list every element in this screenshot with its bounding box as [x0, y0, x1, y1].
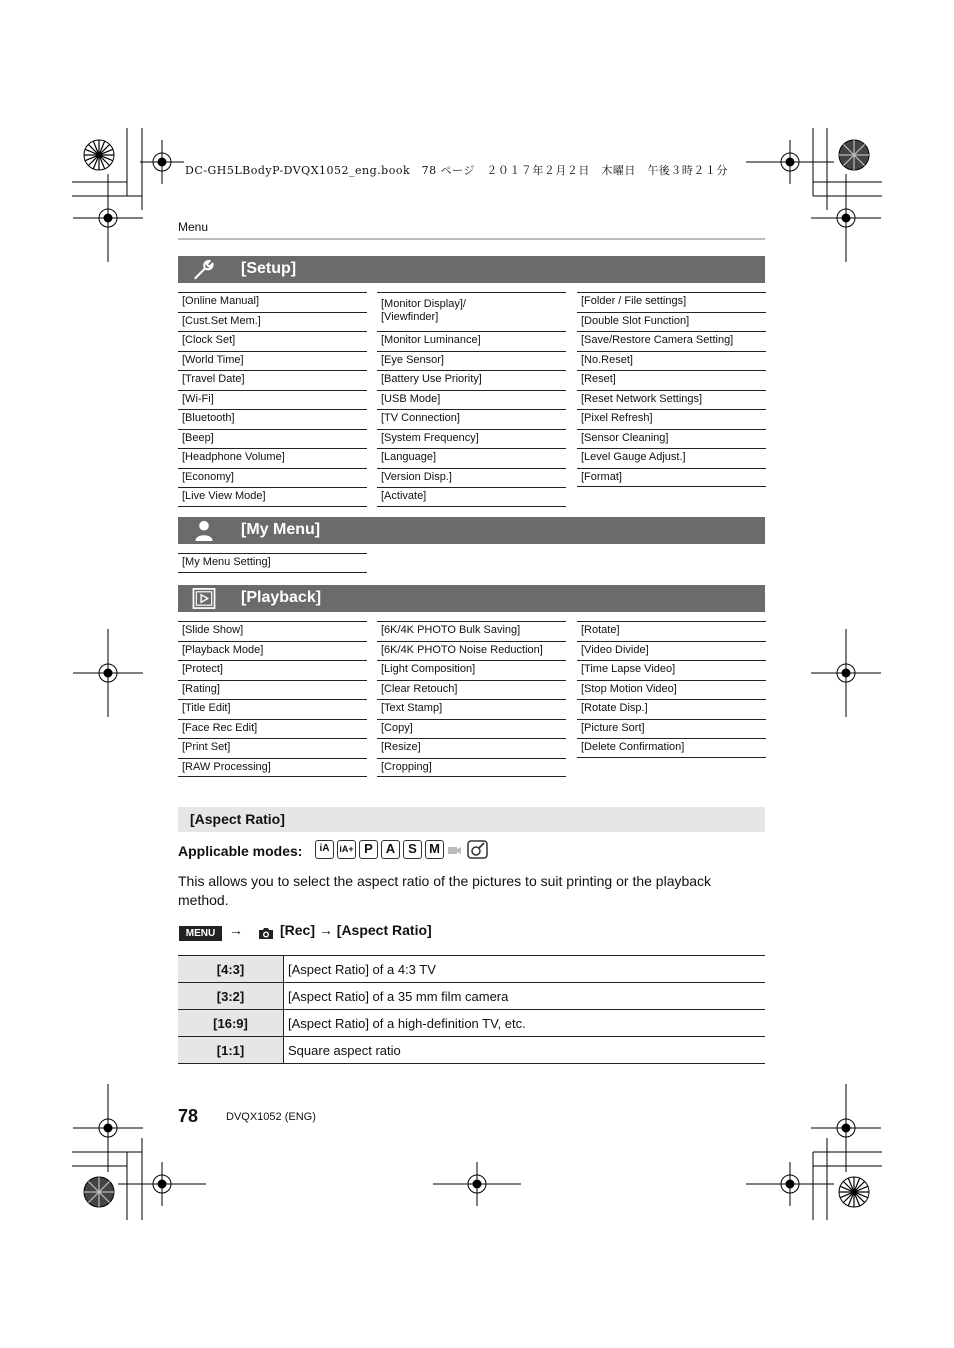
menu-item: [Copy]: [377, 719, 566, 739]
option-description: [Aspect Ratio] of a 35 mm film camera: [284, 983, 766, 1010]
menu-item: [USB Mode]: [377, 390, 566, 410]
menu-item: [Reset Network Settings]: [577, 390, 766, 410]
menu-item: [Title Edit]: [178, 699, 367, 719]
menu-item: [Cust.Set Mem.]: [178, 312, 367, 332]
option-description: [Aspect Ratio] of a 4:3 TV: [284, 956, 766, 983]
mode-a-icon: A: [381, 840, 400, 859]
menu-item: [Cropping]: [377, 758, 566, 778]
menu-item: [Online Manual]: [178, 292, 367, 312]
menu-item: [Folder / File settings]: [577, 292, 766, 312]
menu-item: [Pixel Refresh]: [577, 409, 766, 429]
camera-icon: [258, 927, 274, 940]
menu-item: [Wi-Fi]: [178, 390, 367, 410]
creative-control-mode-icon: [467, 840, 488, 859]
table-row: [178, 983, 765, 1010]
option-description: [Aspect Ratio] of a high-definition TV, etc.: [284, 1010, 766, 1037]
menu-item: [Live View Mode]: [178, 487, 367, 507]
playback-icon: [192, 587, 216, 610]
menu-item: [Clear Retouch]: [377, 680, 566, 700]
page-number: 78: [178, 1106, 199, 1126]
menu-item: [Playback Mode]: [178, 641, 367, 661]
setup-column-2: [377, 292, 566, 507]
document-code: DVQX1052 (ENG): [226, 1111, 316, 1123]
menu-item: [Double Slot Function]: [577, 312, 766, 332]
mode-m-icon: M: [425, 840, 444, 859]
mode-ia-icon: iA: [315, 840, 334, 859]
menu-item: [World Time]: [178, 351, 367, 371]
menu-item: [Light Composition]: [377, 660, 566, 680]
menu-item: [System Frequency]: [377, 429, 566, 449]
menu-item: [Resize]: [377, 738, 566, 758]
menu-item: [Slide Show]: [178, 621, 367, 641]
menu-item: [Save/Restore Camera Setting]: [577, 331, 766, 351]
setup-section-bar: [178, 256, 765, 283]
menu-item: [Format]: [577, 468, 766, 488]
menu-item: [Rating]: [178, 680, 367, 700]
playback-column-2: [377, 621, 566, 777]
menu-item: [Monitor Luminance]: [377, 331, 566, 351]
playback-column-3: [577, 621, 766, 758]
menu-item: [Video Divide]: [577, 641, 766, 661]
menu-item: [Headphone Volume]: [178, 448, 367, 468]
header-rule: [178, 238, 765, 240]
aspect-ratio-description: This allows you to select the aspect ratio of the pictures to suit printing or the playback method.: [178, 873, 712, 908]
menu-item: [6K/4K PHOTO Bulk Saving]: [377, 621, 566, 641]
playback-section-bar: [178, 585, 765, 612]
mode-ia-plus-icon: iA+: [337, 840, 356, 859]
menu-item: [TV Connection]: [377, 409, 566, 429]
menu-item: [6K/4K PHOTO Noise Reduction]: [377, 641, 566, 661]
menu-button-icon: MENU: [179, 926, 222, 941]
menu-item: [Stop Motion Video]: [577, 680, 766, 700]
setup-column-1: [178, 292, 367, 507]
menu-item: [RAW Processing]: [178, 758, 367, 778]
running-head: Menu: [178, 220, 209, 234]
menu-item: [Print Set]: [178, 738, 367, 758]
menu-item: [Picture Sort]: [577, 719, 766, 739]
menu-item: [Face Rec Edit]: [178, 719, 367, 739]
person-icon: [192, 519, 216, 542]
menu-item: [Beep]: [178, 429, 367, 449]
option-key: [4:3]: [178, 956, 284, 983]
my-menu-section-bar: [178, 517, 765, 544]
path-arrow: →: [229, 922, 243, 938]
my-menu-column-1: [178, 553, 367, 573]
menu-item: [Text Stamp]: [377, 699, 566, 719]
menu-item: [Level Gauge Adjust.]: [577, 448, 766, 468]
menu-item: [Bluetooth]: [178, 409, 367, 429]
menu-item: [Rotate Disp.]: [577, 699, 766, 719]
menu-item: [Sensor Cleaning]: [577, 429, 766, 449]
mode-s-icon: S: [403, 840, 422, 859]
wrench-icon: [192, 258, 216, 281]
menu-item: [Time Lapse Video]: [577, 660, 766, 680]
creative-video-mode-icon: [447, 843, 465, 857]
menu-item: [Activate]: [377, 487, 566, 507]
playback-title: [Playback]: [241, 589, 322, 606]
option-key: [16:9]: [178, 1010, 284, 1037]
menu-item: [Version Disp.]: [377, 468, 566, 488]
applicable-modes-label: Applicable modes:: [178, 843, 303, 859]
setup-column-3: [577, 292, 766, 487]
option-key: [1:1]: [178, 1037, 284, 1064]
table-row: [178, 1010, 765, 1037]
playback-column-1: [178, 621, 367, 777]
option-key: [3:2]: [178, 983, 284, 1010]
mode-p-icon: P: [359, 840, 378, 859]
table-row: [178, 956, 765, 983]
table-row: [178, 1037, 765, 1064]
setup-title: [Setup]: [241, 260, 297, 277]
aspect-ratio-heading-text: [Aspect Ratio]: [190, 811, 285, 827]
menu-item: [No.Reset]: [577, 351, 766, 371]
menu-item: [Protect]: [178, 660, 367, 680]
menu-item: [Battery Use Priority]: [377, 370, 566, 390]
menu-item: [Reset]: [577, 370, 766, 390]
option-description: Square aspect ratio: [284, 1037, 766, 1064]
menu-item: [Eye Sensor]: [377, 351, 566, 371]
menu-item: [Economy]: [178, 468, 367, 488]
print-header: DC-GH5LBodyP-DVQX1052_eng.book 78 ページ ２０１７年２月２日 木曜日 午後３時２１分: [185, 164, 728, 177]
menu-path: [Rec] → [Aspect Ratio]: [280, 922, 432, 938]
menu-item: [Rotate]: [577, 621, 766, 641]
menu-item: [Clock Set]: [178, 331, 367, 351]
menu-item: [Monitor Display]/ [Viewfinder]: [377, 292, 566, 331]
aspect-ratio-heading: [178, 807, 765, 832]
my-menu-title: [My Menu]: [241, 521, 321, 538]
aspect-ratio-options-table: [178, 955, 765, 1064]
menu-item: [My Menu Setting]: [178, 553, 367, 573]
menu-item: [Delete Confirmation]: [577, 738, 766, 758]
menu-item: [Travel Date]: [178, 370, 367, 390]
menu-item: [Language]: [377, 448, 566, 468]
